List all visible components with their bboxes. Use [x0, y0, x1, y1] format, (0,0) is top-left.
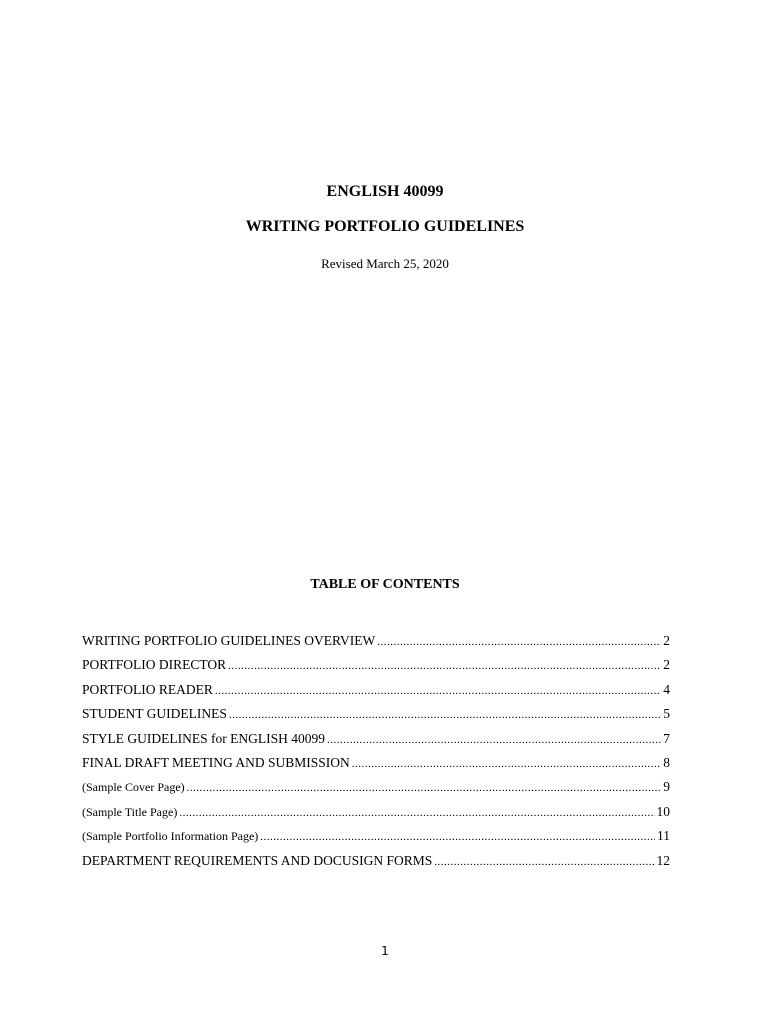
toc-entry-label: (Sample Portfolio Information Page): [82, 829, 259, 844]
toc-dot-leader: [260, 831, 655, 843]
toc-dot-leader: [327, 734, 661, 746]
toc-dot-leader: [215, 685, 661, 697]
toc-entry-label: STYLE GUIDELINES for ENGLISH 40099: [82, 730, 325, 746]
toc-entry[interactable]: [82, 779, 670, 803]
toc-entry-page: 7: [663, 730, 670, 746]
toc-dot-leader: [179, 807, 654, 819]
toc-dot-leader: [377, 636, 661, 648]
toc-entry-label: STUDENT GUIDELINES: [82, 706, 227, 722]
toc-entry-label: DEPARTMENT REQUIREMENTS AND DOCUSIGN FORMS: [82, 852, 433, 868]
toc-dot-leader: [229, 709, 661, 721]
toc-entry[interactable]: [82, 853, 670, 877]
toc-dot-leader: [228, 660, 661, 672]
toc-entry-label: (Sample Cover Page): [82, 780, 185, 795]
toc-entry[interactable]: [82, 706, 670, 730]
toc-entry-label: WRITING PORTFOLIO GUIDELINES OVERVIEW: [82, 633, 376, 648]
toc-entry-page: 4: [663, 681, 670, 697]
toc-entry-page: 2: [663, 657, 670, 673]
toc-entry[interactable]: [82, 682, 670, 706]
toc-entry-label: PORTFOLIO READER: [82, 681, 213, 697]
revision-date: Revised March 25, 2020: [321, 256, 449, 271]
toc-entry-label: FINAL DRAFT MEETING AND SUBMISSION: [82, 754, 350, 770]
toc-entry[interactable]: [82, 731, 670, 755]
toc-entry-page: 9: [663, 779, 670, 795]
toc-entry[interactable]: [82, 804, 670, 828]
course-title: ENGLISH 40099: [326, 183, 444, 200]
toc-entry-page: 5: [663, 706, 670, 722]
toc-entry-page: 10: [656, 803, 670, 819]
toc-dot-leader: [352, 758, 661, 770]
toc-entry-page: 2: [663, 633, 670, 648]
toc-dot-leader: [434, 856, 654, 868]
table-of-contents: [82, 633, 670, 877]
toc-entry[interactable]: [82, 828, 670, 852]
toc-dot-leader: [187, 782, 662, 794]
toc-entry-page: 11: [657, 828, 670, 844]
document-title: WRITING PORTFOLIO GUIDELINES: [245, 218, 525, 235]
toc-entry-label: PORTFOLIO DIRECTOR: [82, 657, 227, 673]
toc-entry-page: 12: [656, 852, 670, 868]
toc-entry-page: 8: [663, 754, 670, 770]
toc-heading: TABLE OF CONTENTS: [310, 577, 460, 592]
toc-entry[interactable]: [82, 755, 670, 779]
toc-entry-label: (Sample Title Page): [82, 804, 178, 819]
toc-entry[interactable]: [82, 657, 670, 681]
page-number: 1: [381, 944, 389, 958]
toc-entry[interactable]: [82, 633, 670, 657]
